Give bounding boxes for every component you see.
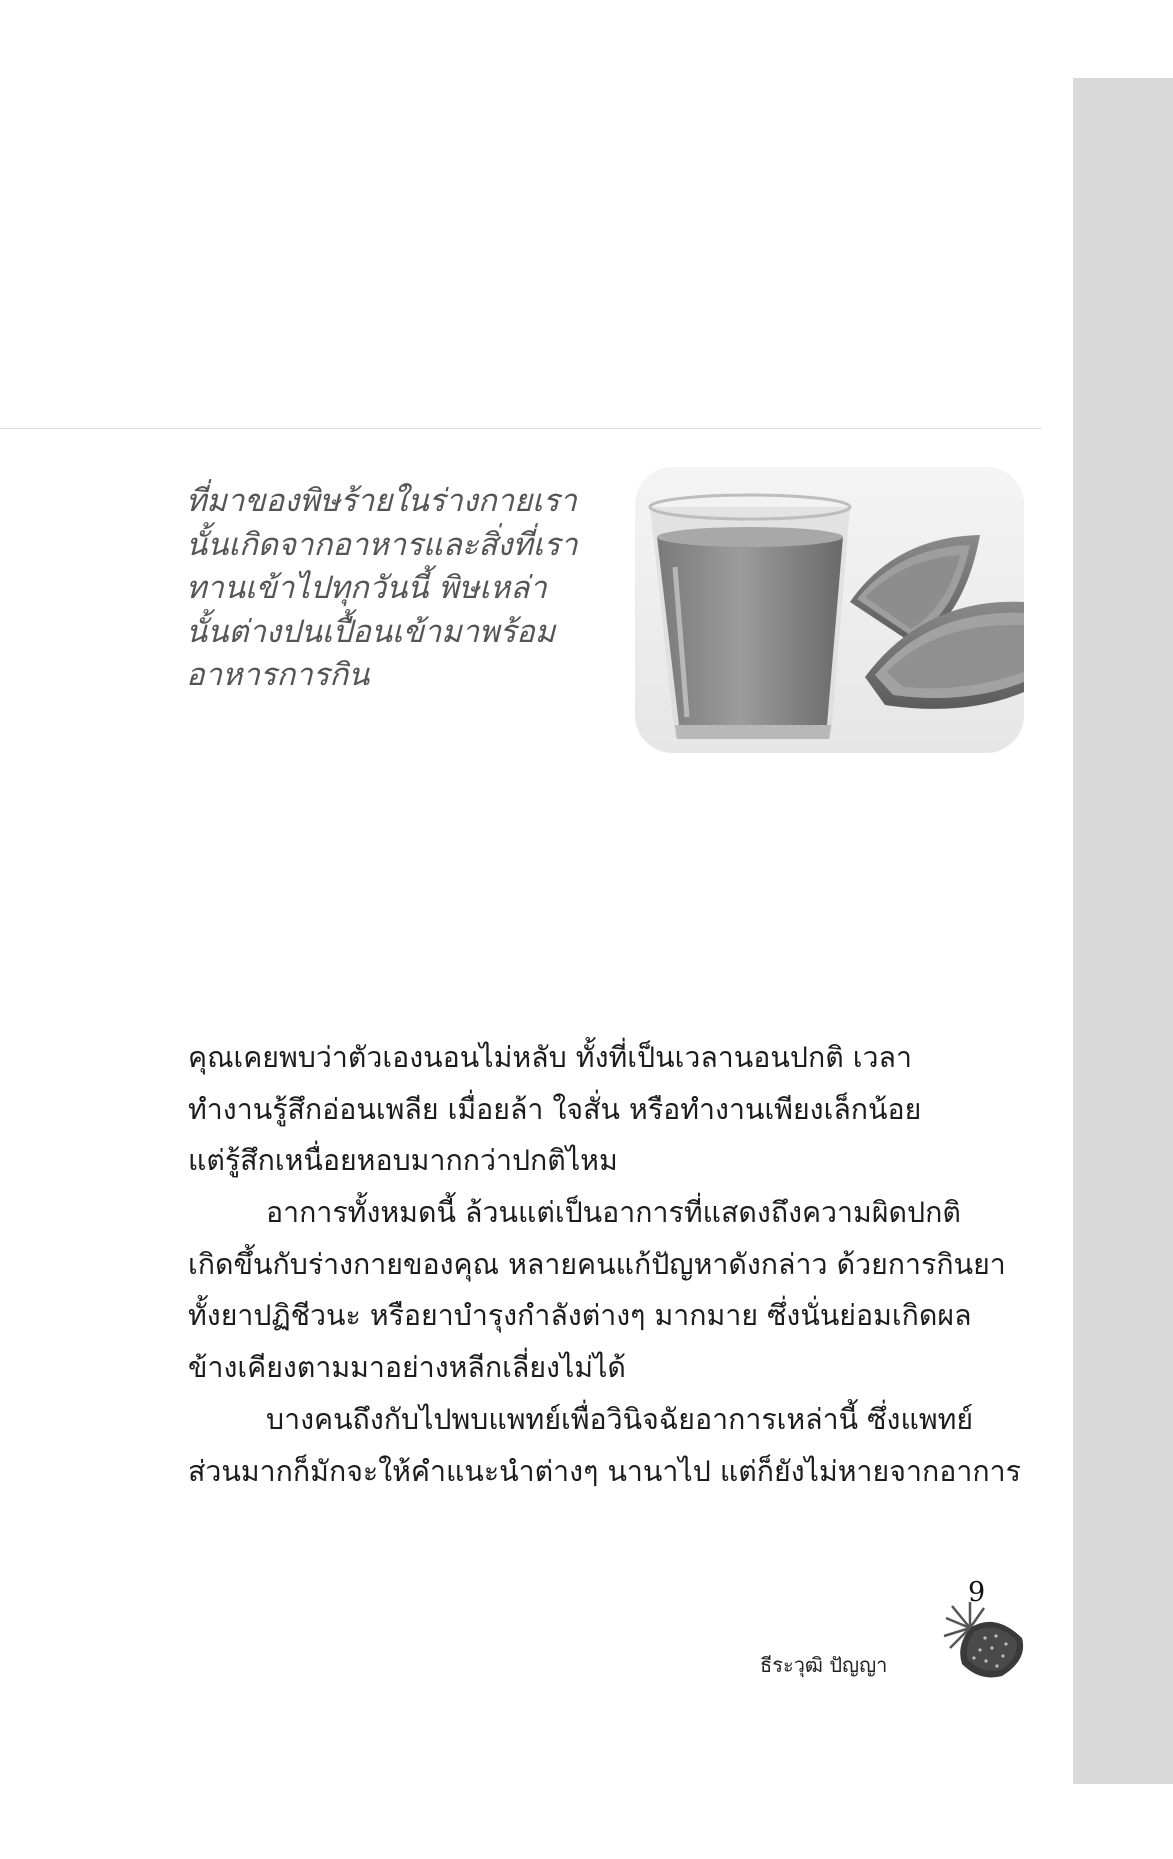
caption-line: ทานเข้าไปทุกวันนี้ พิษเหล่า (186, 570, 547, 606)
body-line: ทั้งยาปฏิชีวนะ หรือยาบำรุงกำลังต่างๆ มากมาย ซึ่งนั่นย่อมเกิดผล (188, 1299, 972, 1333)
strawberry-icon (940, 1598, 1030, 1688)
caption-line: ที่มาของพิษร้ายในร่างกายเรา (186, 483, 577, 519)
juice-glass-orange-slices-photo (635, 467, 1024, 753)
pull-quote-caption (186, 480, 616, 698)
caption-line: นั้นเกิดจากอาหารและสิ่งที่เรา (186, 526, 578, 563)
body-line: อาการทั้งหมดนี้ ล้วนแต่เป็นอาการที่แสดงถึงความผิดปกติ (266, 1196, 961, 1230)
horizontal-divider (0, 428, 1042, 429)
page-number: 9 (968, 1577, 986, 1608)
body-line: ข้างเคียงตามมาอย่างหลีกเลี่ยงไม่ได้ (188, 1351, 626, 1385)
body-paragraphs (188, 1032, 1020, 1497)
body-line: บางคนถึงกับไปพบแพทย์เพื่อวินิจฉัยอาการเหล่านี้ ซึ่งแพทย์ (266, 1402, 974, 1436)
body-line: ทำงานรู้สึกอ่อนเพลีย เมื่อยล้า ใจสั่น หรือทำงานเพียงเล็กน้อย (188, 1092, 922, 1126)
author-name: ธีระวุฒิ ปัญญา (760, 1653, 888, 1677)
body-line: เกิดขึ้นกับร่างกายของคุณ หลายคนแก้ปัญหาดังกล่าว ด้วยการกินยา (188, 1247, 1006, 1281)
caption-line: นั้นต่างปนเปื้อนเข้ามาพร้อม (186, 613, 556, 650)
juice-photo (635, 467, 1024, 753)
caption-line: อาหารการกิน (186, 657, 370, 693)
body-line: ส่วนมากก็มักจะให้คำแนะนำต่างๆ นานาไป แต่ก็ยังไม่หายจากอาการ (188, 1454, 1021, 1488)
body-line: คุณเคยพบว่าตัวเองนอนไม่หลับ ทั้งที่เป็นเวลานอนปกติ เวลา (188, 1041, 913, 1074)
body-line: แต่รู้สึกเหนื่อยหอบมากกว่าปกติไหม (188, 1144, 618, 1178)
side-thumb-tab (1073, 78, 1173, 1784)
